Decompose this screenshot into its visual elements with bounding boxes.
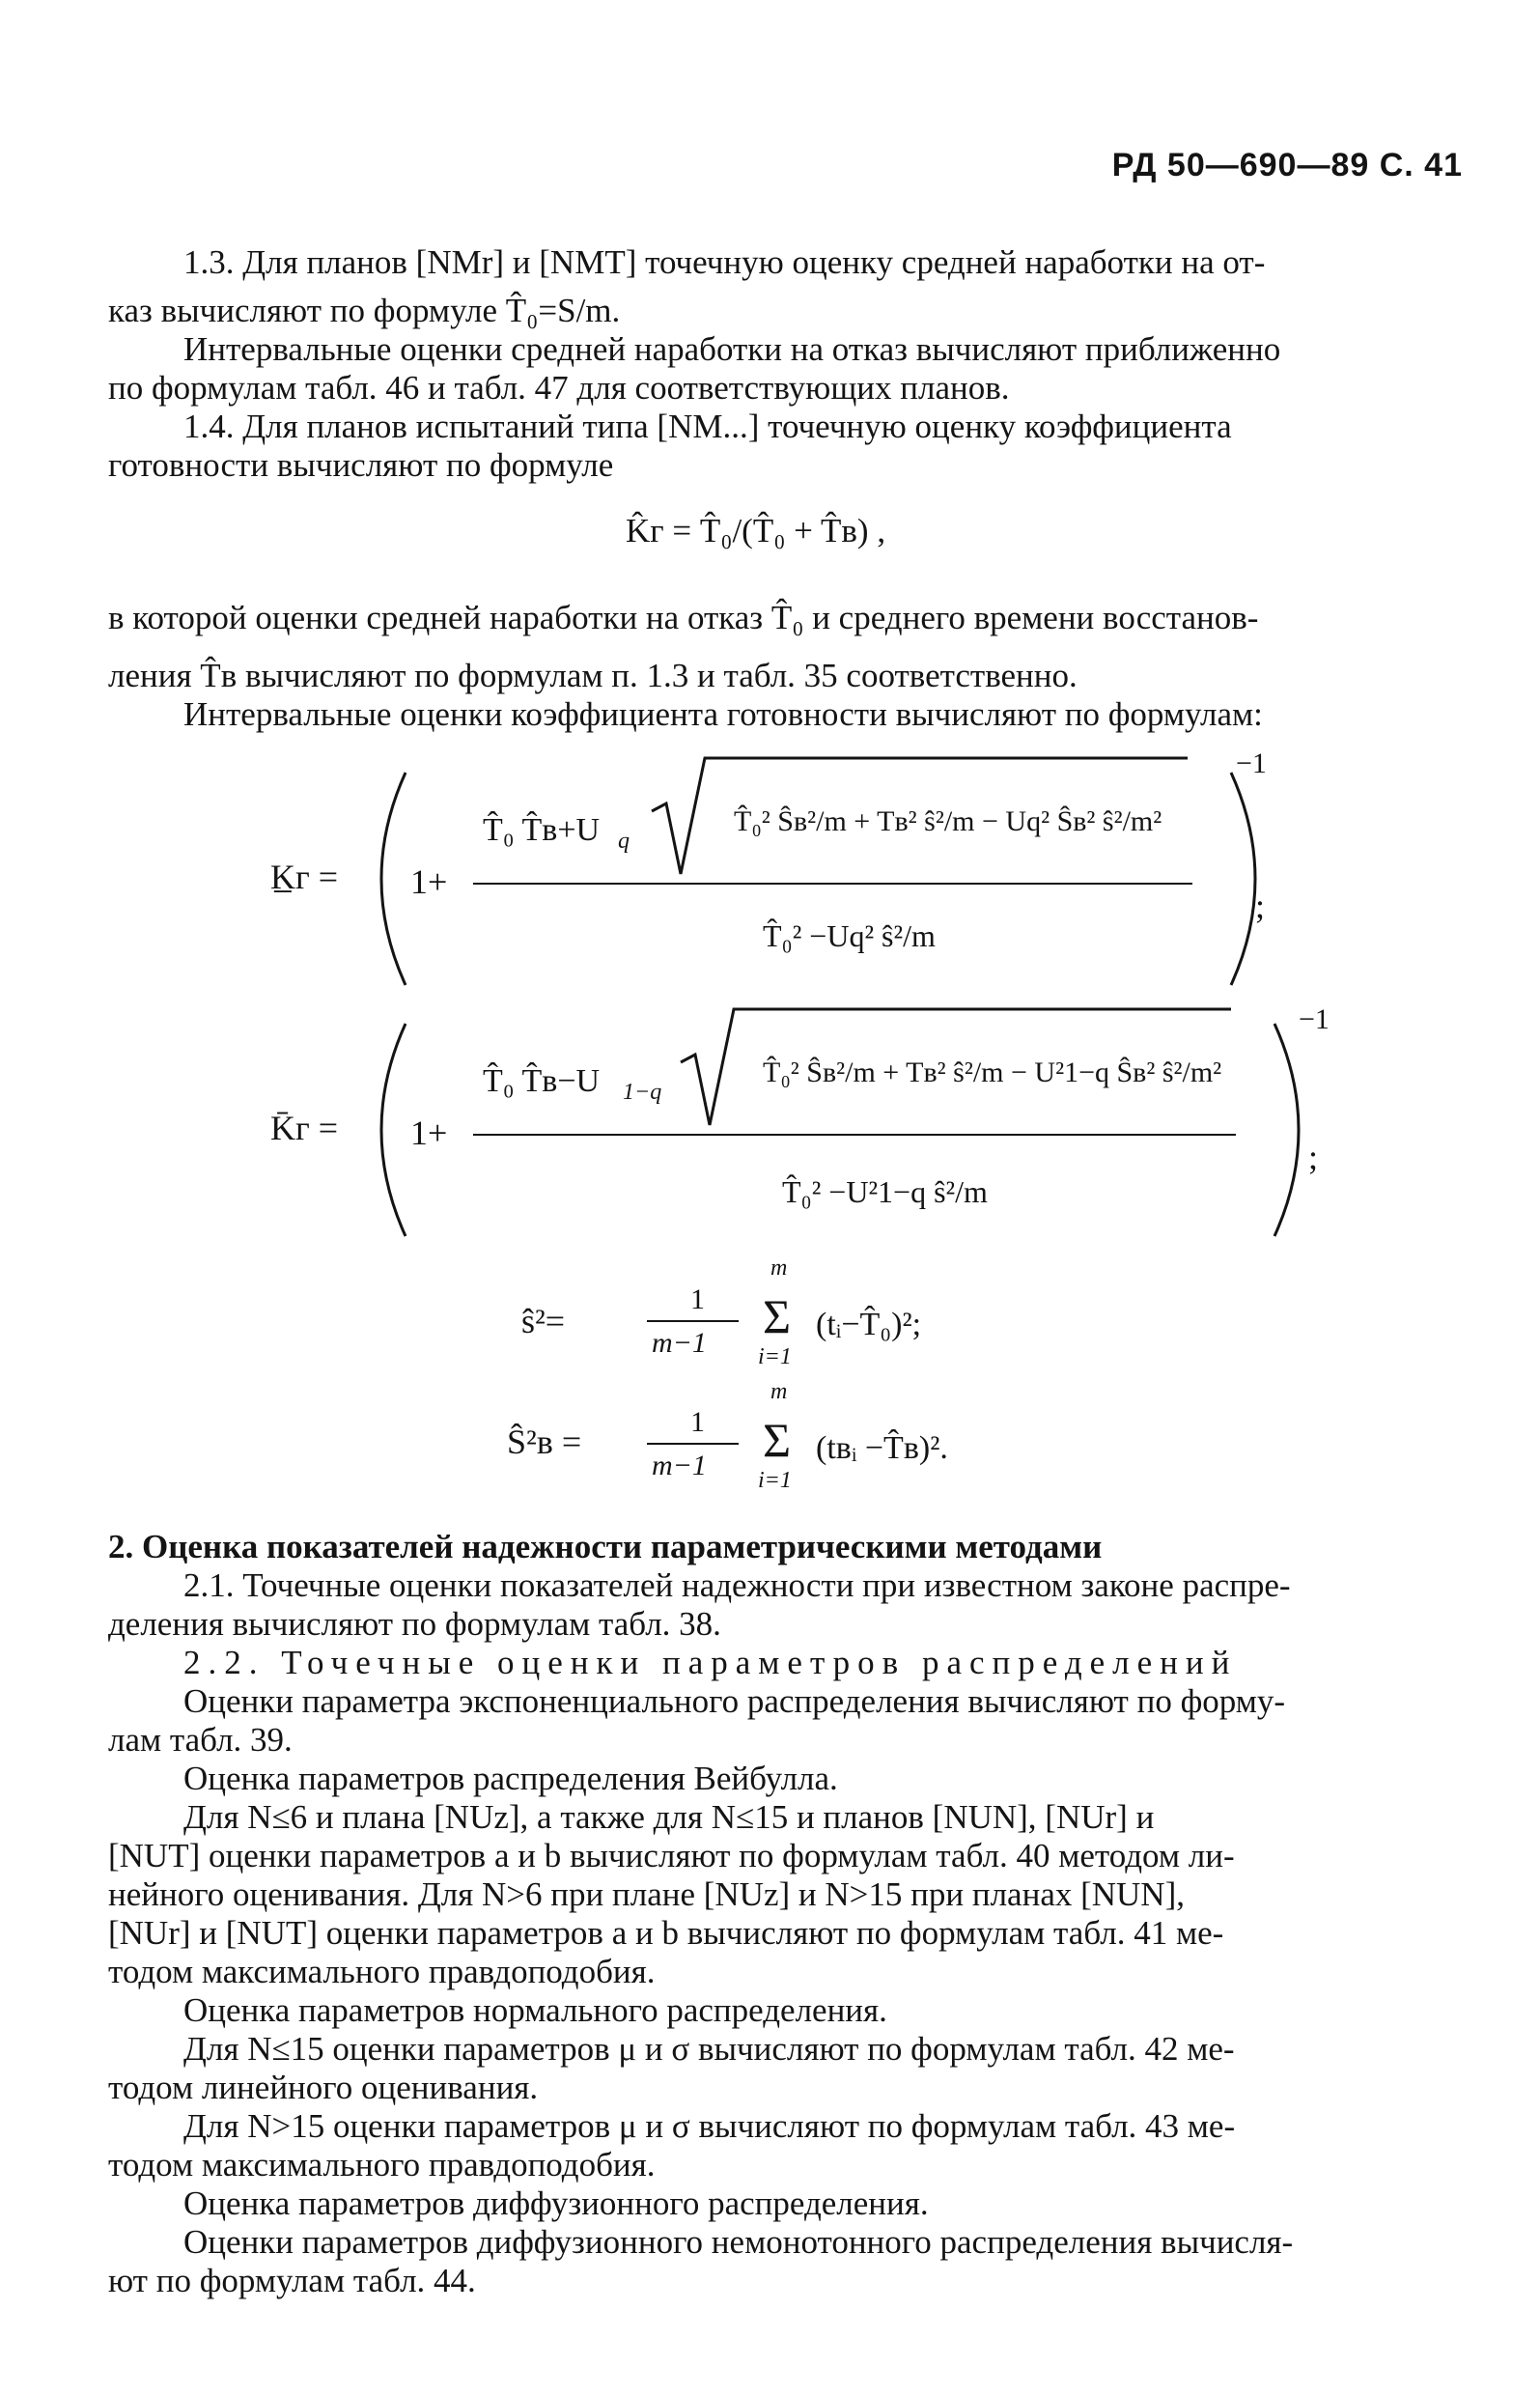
sb2-frac-num: 1 — [690, 1406, 705, 1438]
paren-right-upper — [1274, 1024, 1299, 1236]
s2-lhs: ŝ²= — [521, 1302, 566, 1340]
formula-interval-bounds — [97, 747, 1448, 1333]
normal-line3: Для N>15 оценки параметров μ и σ вычисляют по формулам табл. 43 ме- — [183, 2107, 1236, 2145]
formula-lower-lhs: K̲г = — [270, 858, 339, 896]
paren-left-upper — [381, 1024, 406, 1236]
formula-variances — [483, 1255, 1352, 1507]
formula-upper-lhs: K̄г = — [270, 1109, 339, 1147]
s2-frac-num: 1 — [690, 1283, 705, 1315]
p2-1-line1: 2.1. Точечные оценки показателей надежности при известном законе распре- — [183, 1566, 1291, 1604]
section-1-3 — [108, 243, 1460, 485]
paragraph-1-4-line4: ления T̂в вычисляют по формулам п. 1.3 и табл. 35 соответственно. — [108, 657, 1078, 694]
sb2-frac-den: m−1 — [652, 1450, 707, 1481]
running-head: РД 50—690—89 С. 41 — [1111, 147, 1463, 183]
subscript-q-lower: q — [618, 829, 630, 854]
exponent-lower: −1 — [1236, 747, 1267, 779]
s2-sum-top: m — [770, 1255, 788, 1281]
section-1-4-cont — [108, 599, 1460, 734]
s2-frac-den: m−1 — [652, 1327, 707, 1359]
exponent-upper: −1 — [1299, 1003, 1330, 1035]
sb2-sum-bottom: i=1 — [758, 1468, 792, 1493]
normal-line1: Для N≤15 оценки параметров μ и σ вычисляют по формулам табл. 42 ме- — [183, 2030, 1235, 2068]
weibull-line2: [NUT] оценки параметров a и b вычисляют по формулам табл. 40 методом ли- — [108, 1837, 1235, 1874]
one-plus-lower: 1+ — [410, 862, 448, 901]
paren-right-lower — [1231, 773, 1255, 985]
sb2-sum-sign: Σ — [763, 1413, 792, 1467]
section-2-heading: 2. Оценка показателей надежности параметрическими методами — [108, 1528, 1103, 1565]
numerator-upper-a: T̂₀ T̂в−U — [483, 1063, 601, 1099]
formula-kg-point: K̂г = T̂₀/(T̂₀ + T̂в) , — [626, 512, 886, 549]
section-2 — [108, 1528, 1460, 2300]
sb2-lhs: Ŝ²в = — [507, 1423, 582, 1461]
s2-sum-bottom: i=1 — [758, 1344, 792, 1369]
sb2-sum-top: m — [770, 1379, 788, 1404]
normal-line4: тодом максимального правдоподобия. — [108, 2146, 656, 2184]
diff-line2: ют по формулам табл. 44. — [108, 2262, 476, 2299]
subscript-1q-upper: 1−q — [623, 1080, 662, 1105]
normal-title: Оценка параметров нормального распределения. — [183, 1991, 887, 2029]
paragraph-1-4-line5: Интервальные оценки коэффициента готовности вычисляют по формулам: — [183, 695, 1263, 733]
paragraph-1-3-line1: 1.3. Для планов [NMr] и [NMT] точечную оценку средней наработки на от- — [183, 243, 1266, 281]
paragraph-1-4-line2: готовности вычисляют по формуле — [108, 446, 614, 484]
p2-1-line2: деления вычисляют по формулам табл. 38. — [108, 1605, 721, 1643]
weibull-line4: [NUr] и [NUT] оценки параметров a и b вычисляют по формулам табл. 41 ме- — [108, 1914, 1224, 1952]
radicand-lower: T̂₀² Ŝв²/m + Tв² ŝ²/m − Uq² Ŝв² ŝ²/m² — [734, 805, 1162, 837]
numerator-lower-a: T̂₀ T̂в+U — [483, 812, 601, 848]
semicolon-upper: ; — [1308, 1138, 1319, 1176]
semicolon-lower: ; — [1255, 887, 1266, 925]
weibull-line3: нейного оценивания. Для N>6 при плане [NUz] и N>15 при планах [NUN], — [108, 1875, 1185, 1913]
radicand-upper: T̂₀² Ŝв²/m + Tв² ŝ²/m − U²1−q Ŝв² ŝ²/m² — [763, 1057, 1222, 1088]
weibull-line5: тодом максимального правдоподобия. — [108, 1953, 656, 1990]
paren-left-lower — [381, 773, 406, 985]
weibull-line1: Для N≤6 и плана [NUz], а также для N≤15 и планов [NUN], [NUr] и — [183, 1798, 1155, 1836]
paragraph-1-4-line1: 1.4. Для планов испытаний типа [NM...] точечную оценку коэффициента — [183, 408, 1232, 445]
exp-line2: лам табл. 39. — [108, 1721, 293, 1759]
exp-line1: Оценки параметра экспоненциального распределения вычисляют по форму- — [183, 1682, 1286, 1720]
s2-term: (tᵢ−T̂₀)²; — [816, 1307, 922, 1342]
denominator-upper: T̂₀² −U²1−q ŝ²/m — [782, 1174, 988, 1209]
paragraph-1-3-line4: по формулам табл. 46 и табл. 47 для соответствующих планов. — [108, 369, 1010, 407]
sb2-term: (tвᵢ −T̂в)². — [816, 1430, 948, 1466]
weibull-title: Оценка параметров распределения Вейбулла. — [183, 1760, 838, 1797]
denominator-lower: T̂₀² −Uq² ŝ²/m — [763, 918, 936, 953]
diff-title: Оценка параметров диффузионного распределения. — [183, 2184, 929, 2222]
paragraph-1-3-line2: каз вычисляют по формуле T̂₀=S/m. — [108, 292, 621, 329]
s2-sum-sign: Σ — [763, 1289, 792, 1343]
one-plus-upper: 1+ — [410, 1113, 448, 1152]
diff-line1: Оценки параметров диффузионного немонотонного распределения вычисля- — [183, 2223, 1294, 2261]
p2-2-heading: 2.2. Точечные оценки параметров распределений — [183, 1644, 1238, 1681]
paragraph-1-4-line3: в которой оценки средней наработки на отказ T̂₀ и среднего времени восстанов- — [108, 599, 1259, 636]
paragraph-1-3-line3: Интервальные оценки средней наработки на отказ вычисляют приближенно — [183, 330, 1281, 368]
normal-line2: тодом линейного оценивания. — [108, 2069, 539, 2106]
